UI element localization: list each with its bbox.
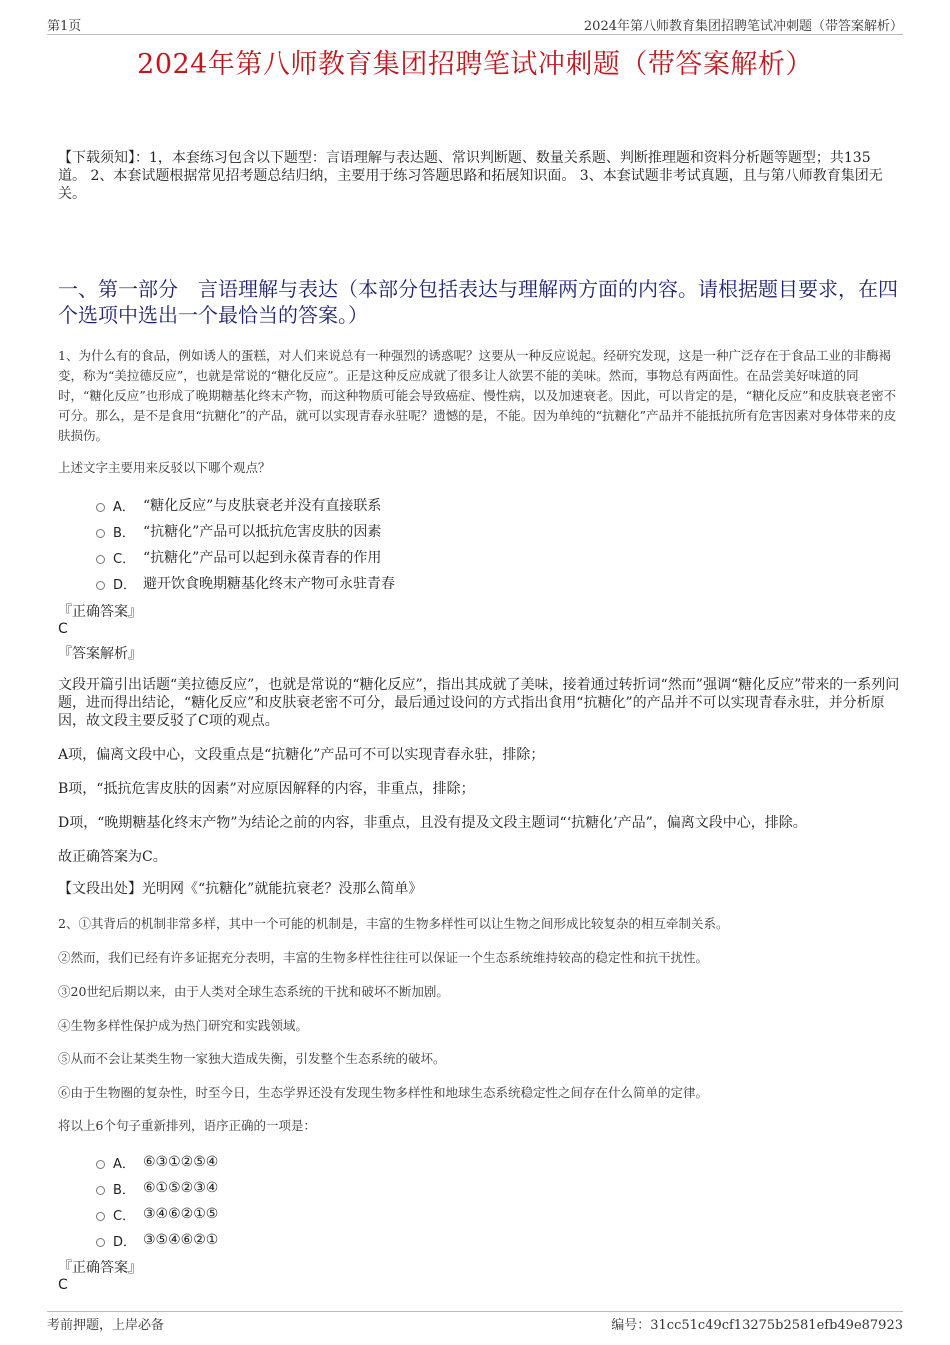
radio-icon[interactable]: [96, 503, 105, 512]
question-2-sentence: ④生物多样性保护成为热门研究和实践领域。: [58, 1018, 309, 1033]
option-a[interactable]: [96, 492, 796, 518]
option-text: “抗糖化”产品可以抵抗危害皮肤的因素: [143, 524, 382, 540]
footer-slogan: 考前押题，上岸必备: [47, 1318, 165, 1333]
option-letter: C．: [113, 551, 136, 567]
option-text: ⑥①⑤②③④: [143, 1180, 219, 1196]
question-1-text: 1、为什么有的食品，例如诱人的蛋糕，对人们来说总有一种强烈的诱惑呢？这要从一种反应说起。经研究发现，这是一种广泛存在于食品工业的非酶褐变，称为“美拉德反应”，也就是常说的“糖化反应”。正是这种反应成就了很多让人欲罢不能的美味。然而，事物总有两面性。在品尝美好味道的同时，“糖化反应”也形成了晚期糖基化终末产物，而这种物质可能会导致癌症、慢性病，以及加速衰老。因此，可以肯定的是，“糖化反应”和皮肤衰老密不可分。那么，是不是食用“抗糖化”的产品，就可以实现青春永驻呢？遗憾的是，不能。因为单纯的“抗糖化”产品并不能抵抗所有危害因素对身体带来的皮肤损伤。: [58, 348, 897, 443]
page-header: [47, 14, 903, 35]
radio-icon[interactable]: [96, 555, 105, 564]
question-2-sentence: ⑤从而不会让某类生物一家独大造成失衡，引发整个生态系统的破坏。: [58, 1051, 446, 1066]
analysis-paragraph: B项，“抵抗危害皮肤的因素”对应原因解释的内容，非重点，排除；: [58, 781, 475, 797]
option-letter: D．: [113, 577, 137, 593]
option-letter: B．: [113, 525, 135, 541]
option-letter: C．: [113, 1208, 136, 1224]
answer-label: 『正确答案』: [58, 1260, 142, 1276]
section-heading: 一、第一部分 言语理解与表达（本部分包括表达与理解两方面的内容。请根据题目要求，在四个选项中选出一个最恰当的答案。）: [58, 277, 898, 327]
radio-icon[interactable]: [96, 529, 105, 538]
analysis-paragraph: 文段开篇引出话题“美拉德反应”，也就是常说的“糖化反应”，指出其成就了美味，接着通过转折词“然而”强调“糖化反应”带来的一系列问题，进而得出结论，“糖化反应”和皮肤衰老密不可分，最后通过设问的方式指出食用“抗糖化”的产品并不可以实现青春永驻，并分析原因，故文段主要反驳了C项的观点。: [58, 677, 900, 729]
download-notice: 【下载须知】：1，本套练习包含以下题型：言语理解与表达题、常识判断题、数量关系题、判断推理题和资料分析题等题型；共135道。 2、本套试题根据常见招考题总结归纳，主要用于练习答题思路和拓展知识面。 3、本套试题非考试真题，且与第八师教育集团无关。: [58, 150, 883, 202]
analysis-label: 『答案解析』: [58, 646, 142, 662]
option-c[interactable]: [96, 544, 796, 570]
question-1-options: [96, 492, 796, 596]
answer-value: C: [58, 621, 68, 637]
question-1-prompt: 上述文字主要用来反驳以下哪个观点？: [58, 460, 271, 475]
option-letter: B．: [113, 1182, 135, 1198]
question-2-sentence: ⑥由于生物圈的复杂性，时至今日，生态学界还没有发现生物多样性和地球生态系统稳定性之间存在什么简单的定律。: [58, 1085, 709, 1100]
document-title: 2024年第八师教育集团招聘笔试冲刺题（带答案解析）: [137, 49, 813, 80]
option-letter: A．: [113, 1156, 135, 1172]
option-text: ③⑤④⑥②①: [143, 1232, 219, 1248]
footer-doc-id: 编号：31cc51c49cf13275b2581efb49e87923: [611, 1318, 903, 1333]
option-d[interactable]: [96, 570, 796, 596]
option-text: ⑥③①②⑤④: [143, 1154, 219, 1170]
option-letter: A．: [113, 499, 135, 515]
radio-icon[interactable]: [96, 1186, 105, 1195]
analysis-paragraph: D项，“晚期糖基化终末产物”为结论之前的内容，非重点，且没有提及文段主题词“‘抗糖化’产品”，偏离文段中心，排除。: [58, 815, 807, 831]
text-source: 【文段出处】光明网《“抗糖化”就能抗衰老？没那么简单》: [58, 881, 423, 897]
question-2-options: [96, 1149, 796, 1253]
option-text: “糖化反应”与皮肤衰老并没有直接联系: [143, 498, 382, 514]
answer-value: C: [58, 1277, 68, 1293]
page-footer: [47, 1311, 903, 1334]
option-d[interactable]: [96, 1227, 796, 1253]
option-b[interactable]: [96, 518, 796, 544]
page-number: 第1页: [47, 19, 82, 34]
question-2-sentence: 2、①其背后的机制非常多样，其中一个可能的机制是，丰富的生物多样性可以让生物之间形成比较复杂的相互牵制关系。: [58, 916, 729, 931]
question-2-sentence: ③20世纪后期以来，由于人类对全球生态系统的干扰和破坏不断加剧。: [58, 984, 449, 999]
radio-icon[interactable]: [96, 1160, 105, 1169]
radio-icon[interactable]: [96, 1238, 105, 1247]
option-a[interactable]: [96, 1149, 796, 1175]
question-2-prompt: 将以上6个句子重新排列，语序正确的一项是：: [58, 1118, 316, 1133]
option-text: 避开饮食晚期糖基化终末产物可永驻青春: [143, 576, 395, 592]
header-doc-title: 2024年第八师教育集团招聘笔试冲刺题（带答案解析）: [583, 19, 903, 34]
radio-icon[interactable]: [96, 581, 105, 590]
option-text: “抗糖化”产品可以起到永葆青春的作用: [143, 550, 382, 566]
radio-icon[interactable]: [96, 1212, 105, 1221]
question-2-sentence: ②然而，我们已经有许多证据充分表明，丰富的生物多样性往往可以保证一个生态系统维持较高的稳定性和抗干扰性。: [58, 950, 709, 965]
option-text: ③④⑥②①⑤: [143, 1206, 219, 1222]
option-c[interactable]: [96, 1201, 796, 1227]
analysis-paragraph: A项，偏离文段中心，文段重点是“抗糖化”产品可不可以实现青春永驻，排除；: [58, 747, 545, 763]
answer-label: 『正确答案』: [58, 604, 142, 620]
option-letter: D．: [113, 1234, 137, 1250]
analysis-paragraph: 故正确答案为C。: [58, 849, 167, 865]
option-b[interactable]: [96, 1175, 796, 1201]
